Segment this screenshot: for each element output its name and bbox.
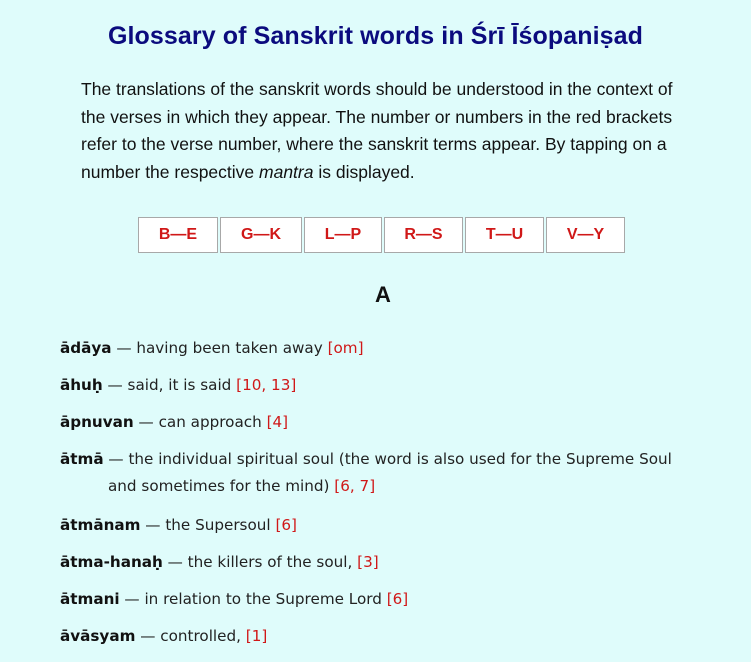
glossary-entry bbox=[60, 411, 688, 434]
entry-separator: — bbox=[162, 553, 188, 571]
verse-ref-link[interactable]: [6, 7] bbox=[334, 477, 376, 495]
entry-separator: — bbox=[111, 339, 137, 357]
entry-separator: — bbox=[140, 516, 166, 534]
entry-definition: can approach bbox=[158, 413, 267, 431]
glossary-entry bbox=[60, 514, 688, 537]
entry-term: ādāya bbox=[60, 339, 112, 357]
verse-ref-link[interactable]: [1] bbox=[245, 627, 268, 645]
verse-ref-link[interactable]: [6] bbox=[275, 516, 297, 534]
nav-button-b-e[interactable]: B—E bbox=[138, 217, 218, 253]
glossary-list bbox=[60, 337, 688, 662]
glossary-entry bbox=[60, 625, 688, 648]
entry-definition: the killers of the soul, bbox=[187, 553, 358, 571]
entry-term: āhuḥ bbox=[60, 376, 103, 394]
entry-definition: controlled, bbox=[160, 627, 246, 645]
entry-term: āpnuvan bbox=[60, 413, 134, 431]
entry-separator: — bbox=[119, 590, 145, 608]
letter-range-nav bbox=[138, 217, 625, 253]
nav-button-r-s[interactable]: R—S bbox=[384, 217, 463, 253]
glossary-entry bbox=[60, 446, 688, 500]
section-letter-heading: A bbox=[375, 282, 391, 307]
entry-separator: — bbox=[102, 376, 128, 394]
nav-button-g-k[interactable]: G—K bbox=[220, 217, 302, 253]
intro-paragraph bbox=[81, 76, 701, 186]
verse-ref-link[interactable]: [4] bbox=[266, 413, 289, 431]
entry-definition: said, it is said bbox=[127, 376, 237, 394]
entry-separator: — bbox=[133, 413, 159, 431]
entry-definition: having been taken away bbox=[136, 339, 328, 357]
page-title: Glossary of Sanskrit words in Śrī Īśopaniṣad bbox=[107, 22, 644, 50]
glossary-entry bbox=[60, 551, 688, 574]
intro-mantra-emphasis: mantra bbox=[259, 161, 314, 182]
verse-ref-link[interactable]: [6] bbox=[386, 590, 409, 608]
verse-ref-link[interactable]: [om] bbox=[327, 339, 364, 357]
glossary-entry bbox=[60, 337, 688, 360]
intro-text-part2: is displayed. bbox=[313, 161, 415, 182]
entry-definition: in relation to the Supreme Lord bbox=[144, 590, 387, 608]
entry-term: āvāsyam bbox=[60, 627, 136, 645]
glossary-entry bbox=[60, 588, 688, 611]
verse-ref-link[interactable]: [3] bbox=[357, 553, 379, 571]
entry-separator: — bbox=[135, 627, 161, 645]
entry-separator: — bbox=[103, 450, 129, 468]
intro-text-part1: The translations of the sanskrit words should be understood in the context of the verses in which they appear. The number or numbers in the red brackets refer to the verse number, where the sanskrit terms appear. By tapping on a number the respective bbox=[81, 79, 673, 182]
nav-button-v-y[interactable]: V—Y bbox=[546, 217, 625, 253]
entry-definition: the Supersoul bbox=[165, 516, 276, 534]
verse-ref-link[interactable]: [10, 13] bbox=[236, 376, 297, 394]
entry-term: ātma-hanaḥ bbox=[60, 553, 163, 571]
entry-term: ātmā bbox=[60, 450, 104, 468]
entry-term: ātmani bbox=[60, 590, 120, 608]
nav-button-l-p[interactable]: L—P bbox=[304, 217, 382, 253]
nav-button-t-u[interactable]: T—U bbox=[465, 217, 544, 253]
entry-definition: the individual spiritual soul (the word is also used for the Supreme Soul and sometimes for the mind) bbox=[108, 450, 672, 495]
entry-term: ātmānam bbox=[60, 516, 141, 534]
glossary-entry bbox=[60, 374, 688, 397]
